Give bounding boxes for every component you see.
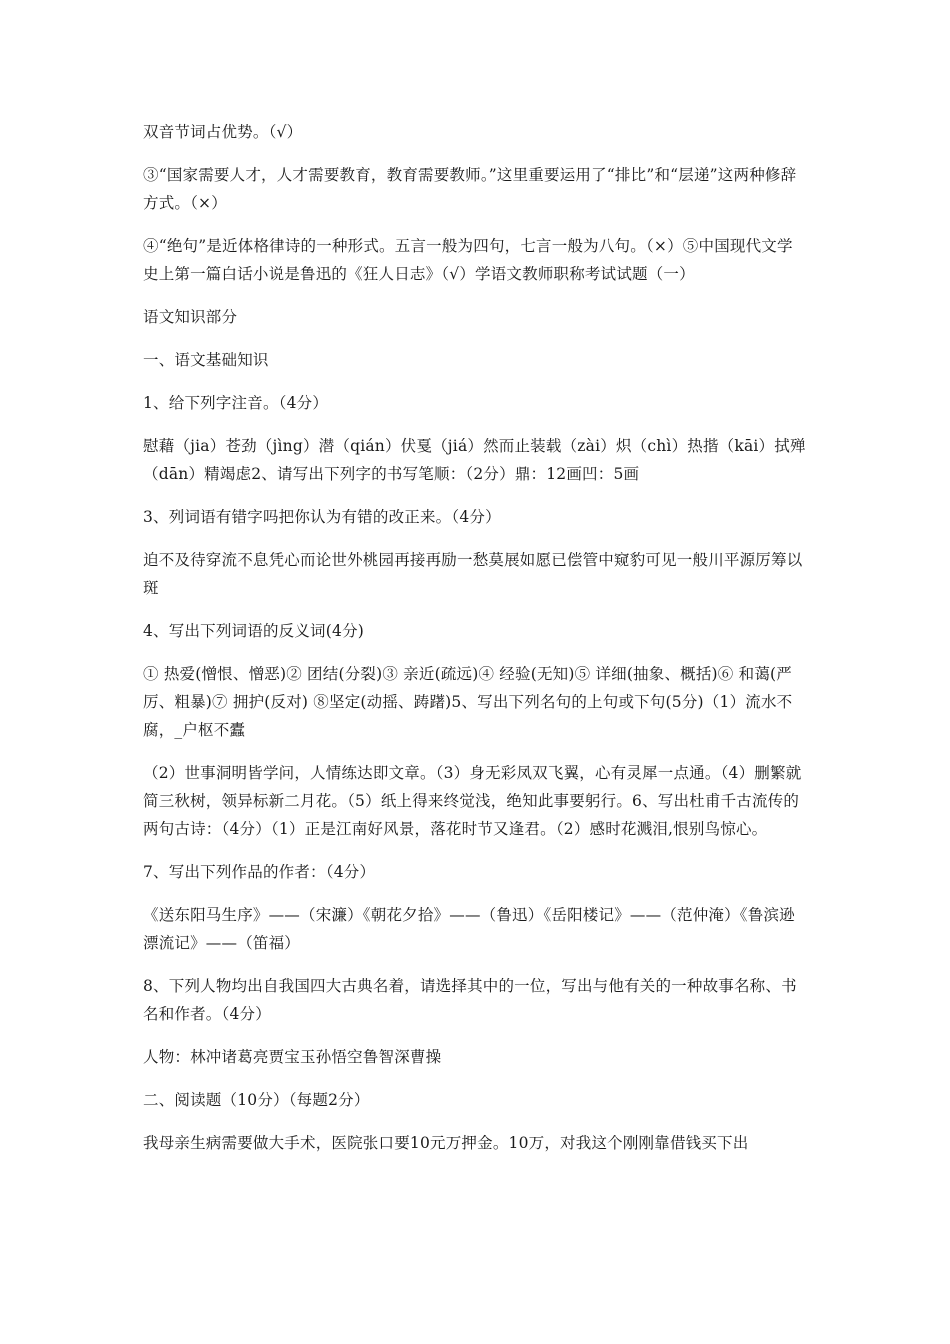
paragraph-2: ③“国家需要人才，人才需要教育，教育需要教师。”这里重要运用了“排比”和“层递”这两种修辞方式。（×） xyxy=(143,166,797,212)
reading-passage: 我母亲生病需要做大手术，医院张口要10元万押金。10万，对我这个刚刚靠借钱买下出 xyxy=(143,1134,749,1152)
question-1-content: 慰藉（jia）苍劲（jìng）潜（qián）伏戛（jiá）然而止装载（zài）炽（chì）热揩（kāi）拭殚（dān）精竭虑2、请写出下列字的书写笔顺：（2分）鼎：12画凹：5画 xyxy=(143,437,806,483)
question-8-characters: 人物：林冲诸葛亮贾宝玉孙悟空鲁智深曹操 xyxy=(143,1048,442,1066)
question-5-content: （2）世事洞明皆学问，人情练达即文章。（3）身无彩凤双飞翼，心有灵犀一点通。（4）删繁就简三秋树，领异标新二月花。（5）纸上得来终觉浅，绝知此事要躬行。6、写出杜甫千古流传的两句古诗：（4分）（1）正是江南好风景，落花时节又逢君。（2）感时花溅泪,恨别鸟惊心。 xyxy=(143,764,802,838)
question-3-content: 迫不及待穿流不息凭心而论世外桃园再接再励一愁莫展如愿已偿管中窥豹可见一般川平源厉筹以斑 xyxy=(143,551,803,597)
question-1: 1、给下列字注音。（4分） xyxy=(143,394,329,412)
question-7-content: 《送东阳马生序》——（宋濂）《朝花夕拾》——（鲁迅）《岳阳楼记》——（范仲淹）《鲁滨逊漂流记》——（笛福） xyxy=(143,906,795,952)
question-4-content: ① 热爱(憎恨、憎恶)② 团结(分裂)③ 亲近(疏远)④ 经验(无知)⑤ 详细(抽象、概括)⑥ 和蔼(严厉、粗暴)⑦ 拥护(反对) ⑧坚定(动摇、踌躇)5、写出下列名句的上句或下句(5分)（1）流水不腐，_户枢不蠹 xyxy=(143,665,793,739)
paragraph-1: 双音节词占优势。（√） xyxy=(143,123,303,141)
section-heading-chinese-knowledge: 语文知识部分 xyxy=(143,308,238,326)
question-3: 3、列词语有错字吗把你认为有错的改正来。（4分） xyxy=(143,508,501,526)
question-8: 8、下列人物均出自我国四大古典名着，请选择其中的一位，写出与他有关的一种故事名称、书名和作者。（4分） xyxy=(143,977,797,1023)
section-heading-reading: 二、阅读题（10分）（每题2分） xyxy=(143,1091,370,1109)
paragraph-3: ④“绝句”是近体格律诗的一种形式。五言一般为四句，七言一般为八句。（×）⑤中国现代文学史上第一篇白话小说是鲁迅的《狂人日志》（√）学语文教师职称考试试题（一） xyxy=(143,237,793,283)
section-heading-basic-knowledge: 一、语文基础知识 xyxy=(143,351,269,369)
document-body xyxy=(143,118,808,1172)
question-4: 4、写出下列词语的反义词(4分) xyxy=(143,622,365,640)
question-7: 7、写出下列作品的作者：（4分） xyxy=(143,863,376,881)
